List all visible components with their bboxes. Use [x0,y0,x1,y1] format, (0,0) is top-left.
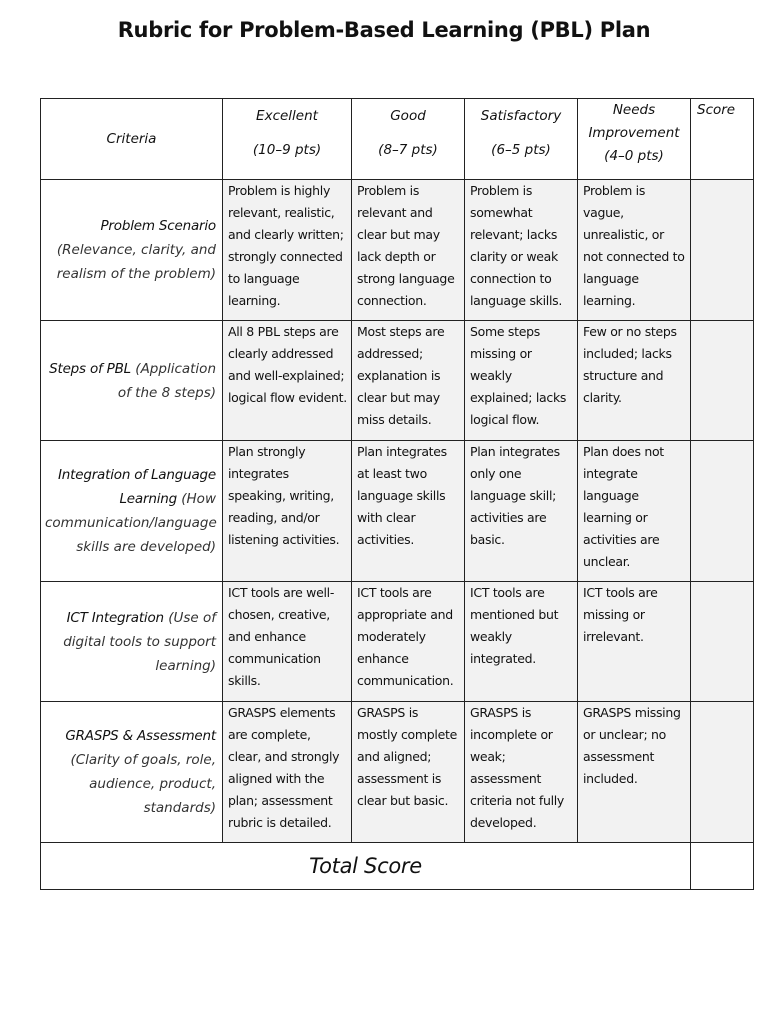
total-score-cell[interactable] [691,843,754,890]
needs-improvement-cell: Problem is vague, unrealistic, or not connected to language learning. [578,180,691,321]
needs-improvement-cell: Few or no steps included; lacks structure and clarity. [578,321,691,441]
page-title: Rubric for Problem-Based Learning (PBL) Plan [117,18,651,42]
excellent-cell: Problem is highly relevant, realistic, and clearly written; strongly connected to language learning. [223,180,352,321]
header-level-name: Excellent [256,108,318,124]
needs-improvement-cell: GRASPS missing or unclear; no assessment included. [578,702,691,843]
criterion-description: (How communication/language skills are developed) [45,491,217,555]
header-score: Score [691,99,754,180]
criterion-name: ICT Integration [66,609,164,626]
criterion-cell [41,321,223,441]
criterion-description: (Clarity of goals, role, audience, product, standards) [70,752,216,816]
header-level-name: Needs Improvement [588,102,680,141]
score-cell[interactable] [691,441,754,582]
criterion-description: (Use of digital tools to support learning) [63,609,216,674]
excellent-cell: Plan strongly integrates speaking, writing, reading, and/or listening activities. [223,441,352,582]
header-level-points: (8–7 pts) [378,142,438,158]
satisfactory-cell: Plan integrates only one language skill; activities are basic. [465,441,578,582]
score-cell[interactable] [691,702,754,843]
criterion-cell [41,582,223,702]
table-row [41,582,754,702]
satisfactory-cell: GRASPS is incomplete or weak; assessment criteria not fully developed. [465,702,578,843]
header-level-name: Satisfactory [480,108,562,124]
good-cell: GRASPS is mostly complete and aligned; assessment is clear but basic. [352,702,465,843]
criterion-name: GRASPS & Assessment [65,728,216,744]
score-cell[interactable] [691,321,754,441]
total-row [41,843,754,890]
rubric-table [40,98,754,890]
score-cell[interactable] [691,582,754,702]
criterion-cell [41,180,223,321]
header-level-name: Good [390,108,426,124]
satisfactory-cell: Problem is somewhat relevant; lacks clarity or weak connection to language skills. [465,180,578,321]
criterion-name: Integration of Language Learning [57,467,216,507]
needs-improvement-cell: Plan does not integrate language learning or activities are unclear. [578,441,691,582]
header-excellent [223,99,352,180]
criterion-name: Steps of PBL [49,360,131,377]
header-row [41,99,754,180]
header-level-points: (6–5 pts) [491,142,551,158]
criterion-cell [41,441,223,582]
header-needs-improvement [578,99,691,180]
score-cell[interactable] [691,180,754,321]
excellent-cell: GRASPS elements are complete, clear, and strongly aligned with the plan; assessment rubric is detailed. [223,702,352,843]
table-row [41,180,754,321]
satisfactory-cell: ICT tools are mentioned but weakly integrated. [465,582,578,702]
header-good [352,99,465,180]
criterion-cell [41,702,223,843]
total-score-label: Total Score [41,843,691,890]
header-level-points: (4–0 pts) [604,148,664,164]
good-cell: Most steps are addressed; explanation is clear but may miss details. [352,321,465,441]
criterion-description: (Application of the 8 steps) [117,360,216,401]
header-satisfactory [465,99,578,180]
table-row [41,441,754,582]
table-row [41,321,754,441]
good-cell: Plan integrates at least two language skills with clear activities. [352,441,465,582]
excellent-cell: ICT tools are well-chosen, creative, and enhance communication skills. [223,582,352,702]
criterion-name: Problem Scenario [100,218,216,234]
criterion-description: (Relevance, clarity, and realism of the problem) [56,242,216,282]
good-cell: Problem is relevant and clear but may lack depth or strong language connection. [352,180,465,321]
good-cell: ICT tools are appropriate and moderately enhance communication. [352,582,465,702]
satisfactory-cell: Some steps missing or weakly explained; lacks logical flow. [465,321,578,441]
header-level-points: (10–9 pts) [252,142,322,158]
needs-improvement-cell: ICT tools are missing or irrelevant. [578,582,691,702]
excellent-cell: All 8 PBL steps are clearly addressed and well-explained; logical flow evident. [223,321,352,441]
table-row [41,702,754,843]
header-criteria: Criteria [41,99,223,180]
